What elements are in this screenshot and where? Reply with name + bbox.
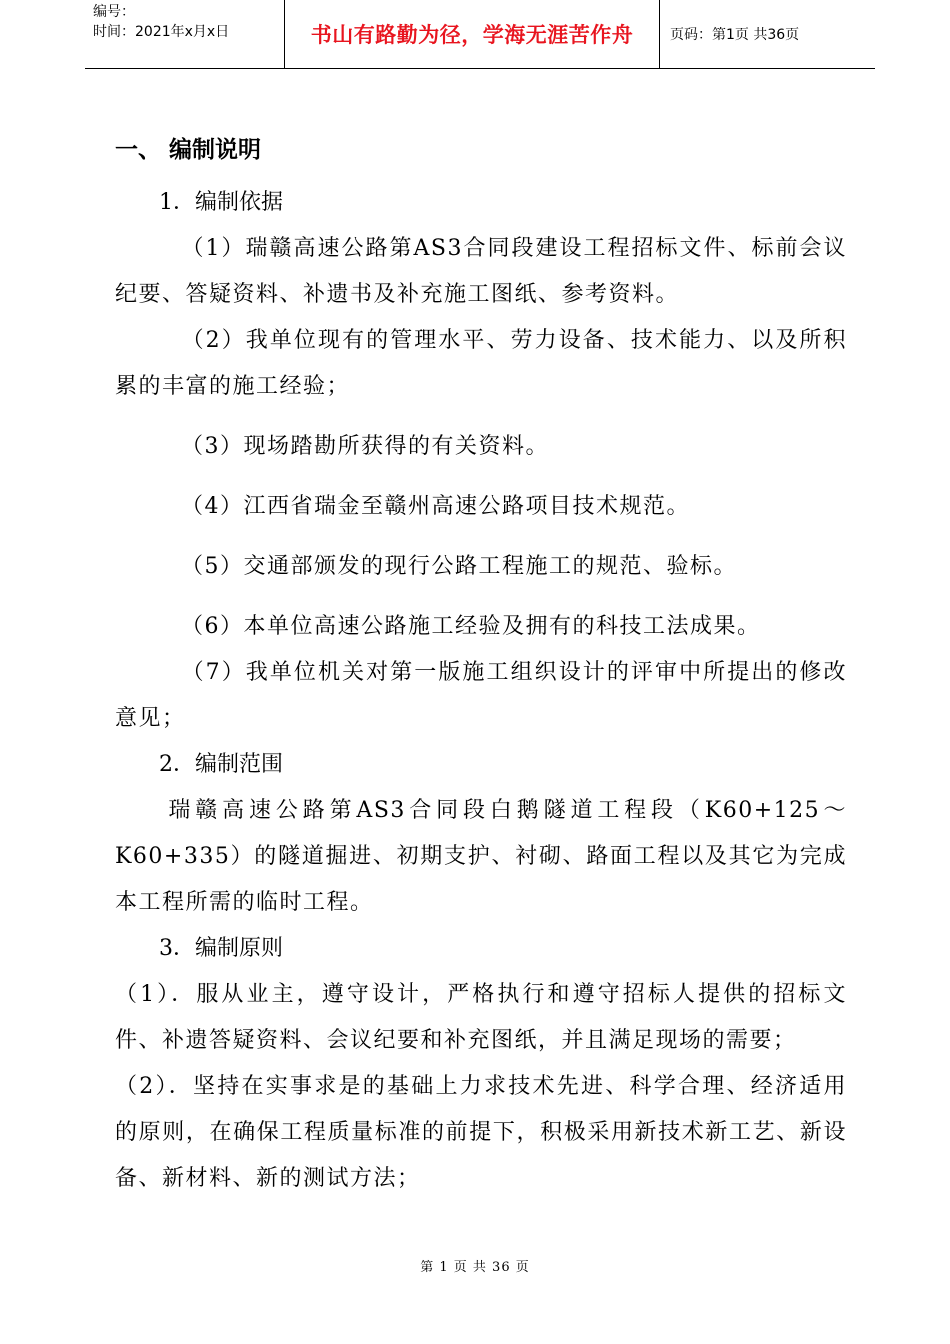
section-heading: 一、 编制说明 bbox=[115, 137, 262, 163]
paragraph-principle-1: （1）．服从业主，遵守设计，严格执行和遵守招标人提供的招标文件、补遗答疑资料、会议纪要和补充图纸，并且满足现场的需要； bbox=[115, 982, 847, 1053]
subsection-title-scope: 2．编制范围 bbox=[159, 752, 283, 777]
paragraph-2: （2）我单位现有的管理水平、劳力设备、技术能力、以及所积累的丰富的施工经验； bbox=[115, 328, 847, 399]
paragraph-6: （6）本单位高速公路施工经验及拥有的科技工法成果。 bbox=[181, 614, 761, 639]
document-body bbox=[115, 124, 847, 1202]
header-page-number: 页码：第1页 共36页 bbox=[670, 27, 800, 43]
header-motto: 书山有路勤为径，学海无涯苦作舟 bbox=[285, 0, 660, 68]
header-meta bbox=[85, 0, 285, 68]
subsection-title-basis: 1．编制依据 bbox=[159, 190, 283, 215]
paragraph-principle-2: （2）．坚持在实事求是的基础上力求技术先进、科学合理、经济适用的原则，在确保工程质量标准的前提下，积极采用新技术新工艺、新设备、新材料、新的测试方法； bbox=[115, 1074, 847, 1191]
paragraph-5: （5）交通部颁发的现行公路工程施工的规范、验标。 bbox=[181, 554, 737, 579]
subsection-title-principles: 3．编制原则 bbox=[159, 936, 283, 961]
paragraph-7: （7）我单位机关对第一版施工组织设计的评审中所提出的修改意见； bbox=[115, 660, 847, 731]
paragraph-1: （1）瑞赣高速公路第AS3合同段建设工程招标文件、标前会议纪要、答疑资料、补遗书及补充施工图纸、参考资料。 bbox=[115, 236, 847, 307]
paragraph-3: （3）现场踏勘所获得的有关资料。 bbox=[181, 434, 549, 459]
page-header bbox=[85, 0, 875, 69]
document-date: 时间：2021年x月x日 bbox=[93, 24, 230, 40]
paragraph-4: （4）江西省瑞金至赣州高速公路项目技术规范。 bbox=[181, 494, 690, 519]
paragraph-scope: 瑞赣高速公路第AS3合同段白鹅隧道工程段（K60+125～K60+335）的隧道掘进、初期支护、衬砌、路面工程以及其它为完成本工程所需的临时工程。 bbox=[115, 798, 847, 915]
page-footer: 第 1 页 共 36 页 bbox=[420, 1260, 530, 1275]
document-number-label: 编号： bbox=[93, 4, 135, 20]
